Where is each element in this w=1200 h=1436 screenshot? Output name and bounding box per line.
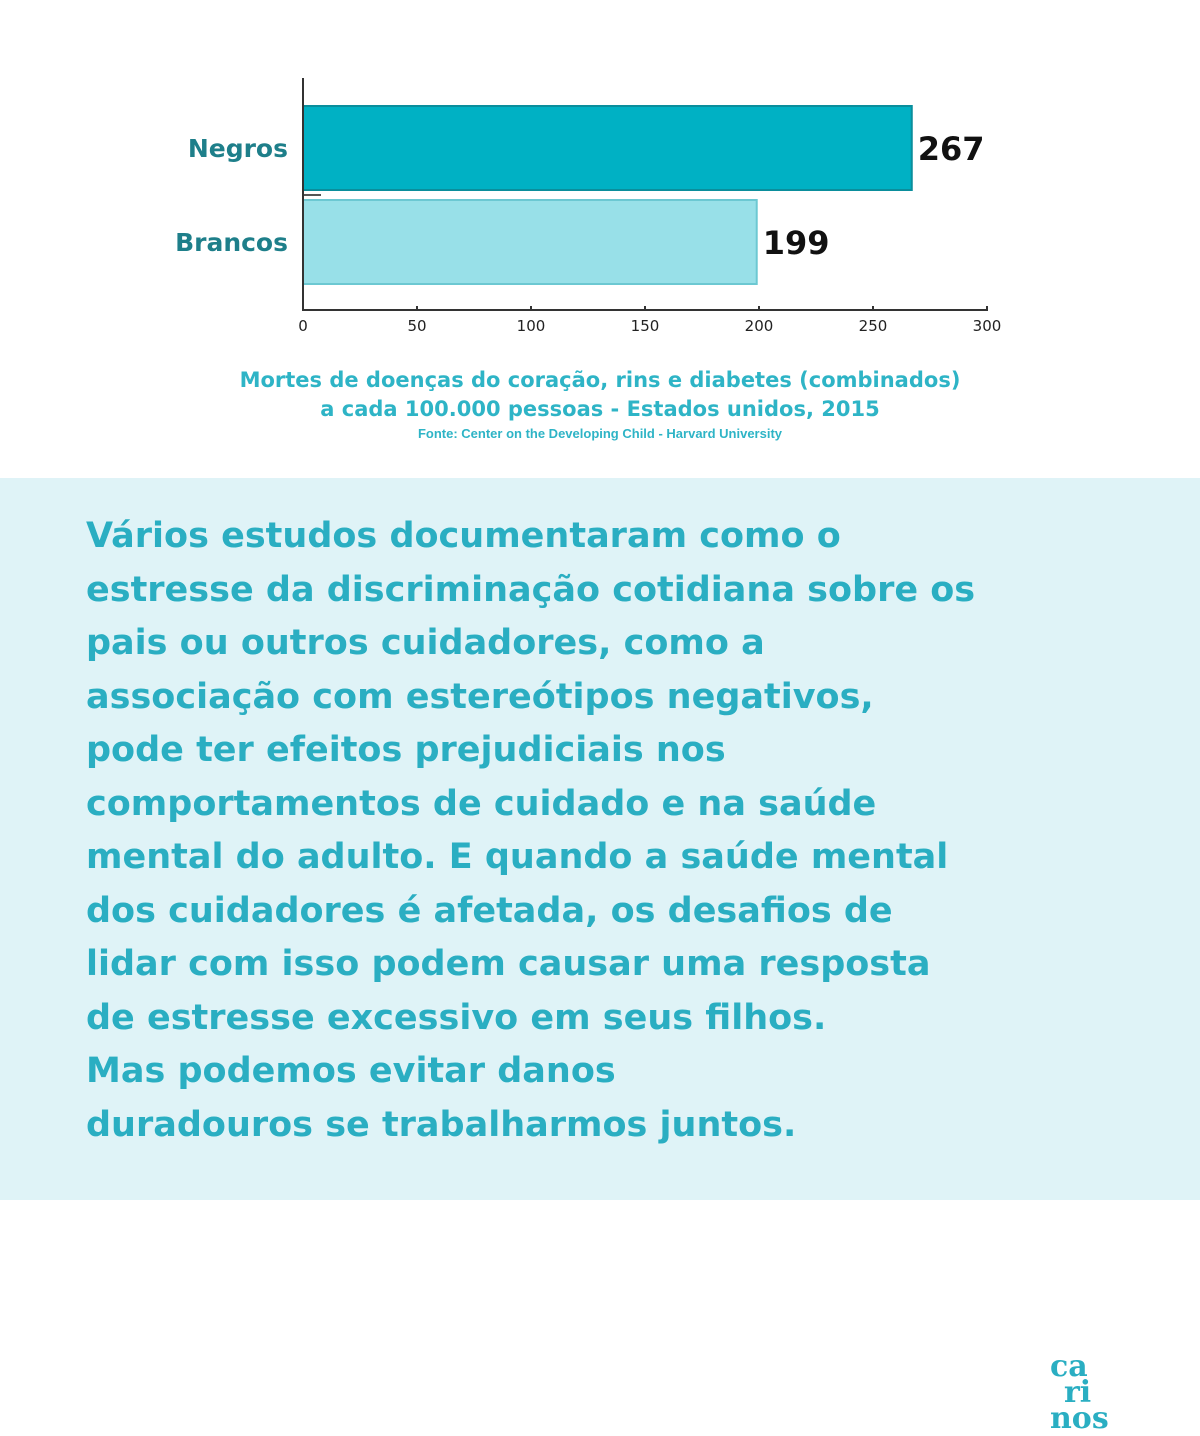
- body-text-line: Mas podemos evitar danos: [86, 1051, 616, 1091]
- chart-section: [0, 0, 1200, 478]
- body-text-line: lidar com isso podem causar uma resposta: [86, 944, 931, 984]
- body-text-line: pais ou outros cuidadores, como a: [86, 623, 765, 663]
- body-text-line: de estresse excessivo em seus filhos.: [86, 997, 827, 1038]
- chart-source: Fonte: Center on the Developing Child - Harvard University: [417, 426, 783, 441]
- body-text-line: pode ter efeitos prejudiciais nos: [86, 730, 726, 770]
- body-text-line: associação com estereótipos negativos,: [86, 676, 874, 717]
- bar-negros: [303, 106, 912, 190]
- category-label: Negros: [187, 134, 288, 163]
- body-text-line: duradouros se trabalharmos juntos.: [86, 1104, 797, 1145]
- body-text-line: Vários estudos documentaram como o: [86, 516, 841, 556]
- x-tick-label: 100: [516, 317, 546, 335]
- body-text-line: mental do adulto. E quando a saúde mental: [86, 837, 949, 877]
- caption-line-2: a cada 100.000 pessoas - Estados unidos, 2015: [320, 397, 880, 421]
- body-text-line: dos cuidadores é afetada, os desafios de: [86, 890, 893, 931]
- x-tick-label: 50: [407, 317, 427, 335]
- x-tick-label: 250: [858, 317, 888, 335]
- x-tick-label: 200: [744, 317, 774, 335]
- value-label: 199: [762, 224, 830, 262]
- bar-brancos: [303, 200, 757, 284]
- body-text-line: comportamentos de cuidado e na saúde: [86, 783, 877, 824]
- value-label: 267: [917, 130, 985, 168]
- chart-caption: [0, 366, 1200, 444]
- category-label: Brancos: [175, 228, 288, 257]
- logo-line-3: nos: [1050, 1401, 1109, 1436]
- x-tick-label: 150: [630, 317, 660, 335]
- logo-line-1: ca: [1050, 1349, 1088, 1384]
- body-text-line: estresse da discriminação cotidiana sobre os: [86, 569, 976, 610]
- bar-chart: [0, 0, 1200, 360]
- body-text: [86, 510, 1146, 1152]
- text-panel: [0, 478, 1200, 1436]
- x-tick-label: 0: [298, 317, 308, 335]
- x-tick-label: 300: [972, 317, 1002, 335]
- caption-line-1: Mortes de doenças do coração, rins e diabetes (combinados): [239, 368, 961, 392]
- logo-line-2: ri: [1064, 1375, 1092, 1410]
- carinos-logo: [1050, 1349, 1130, 1436]
